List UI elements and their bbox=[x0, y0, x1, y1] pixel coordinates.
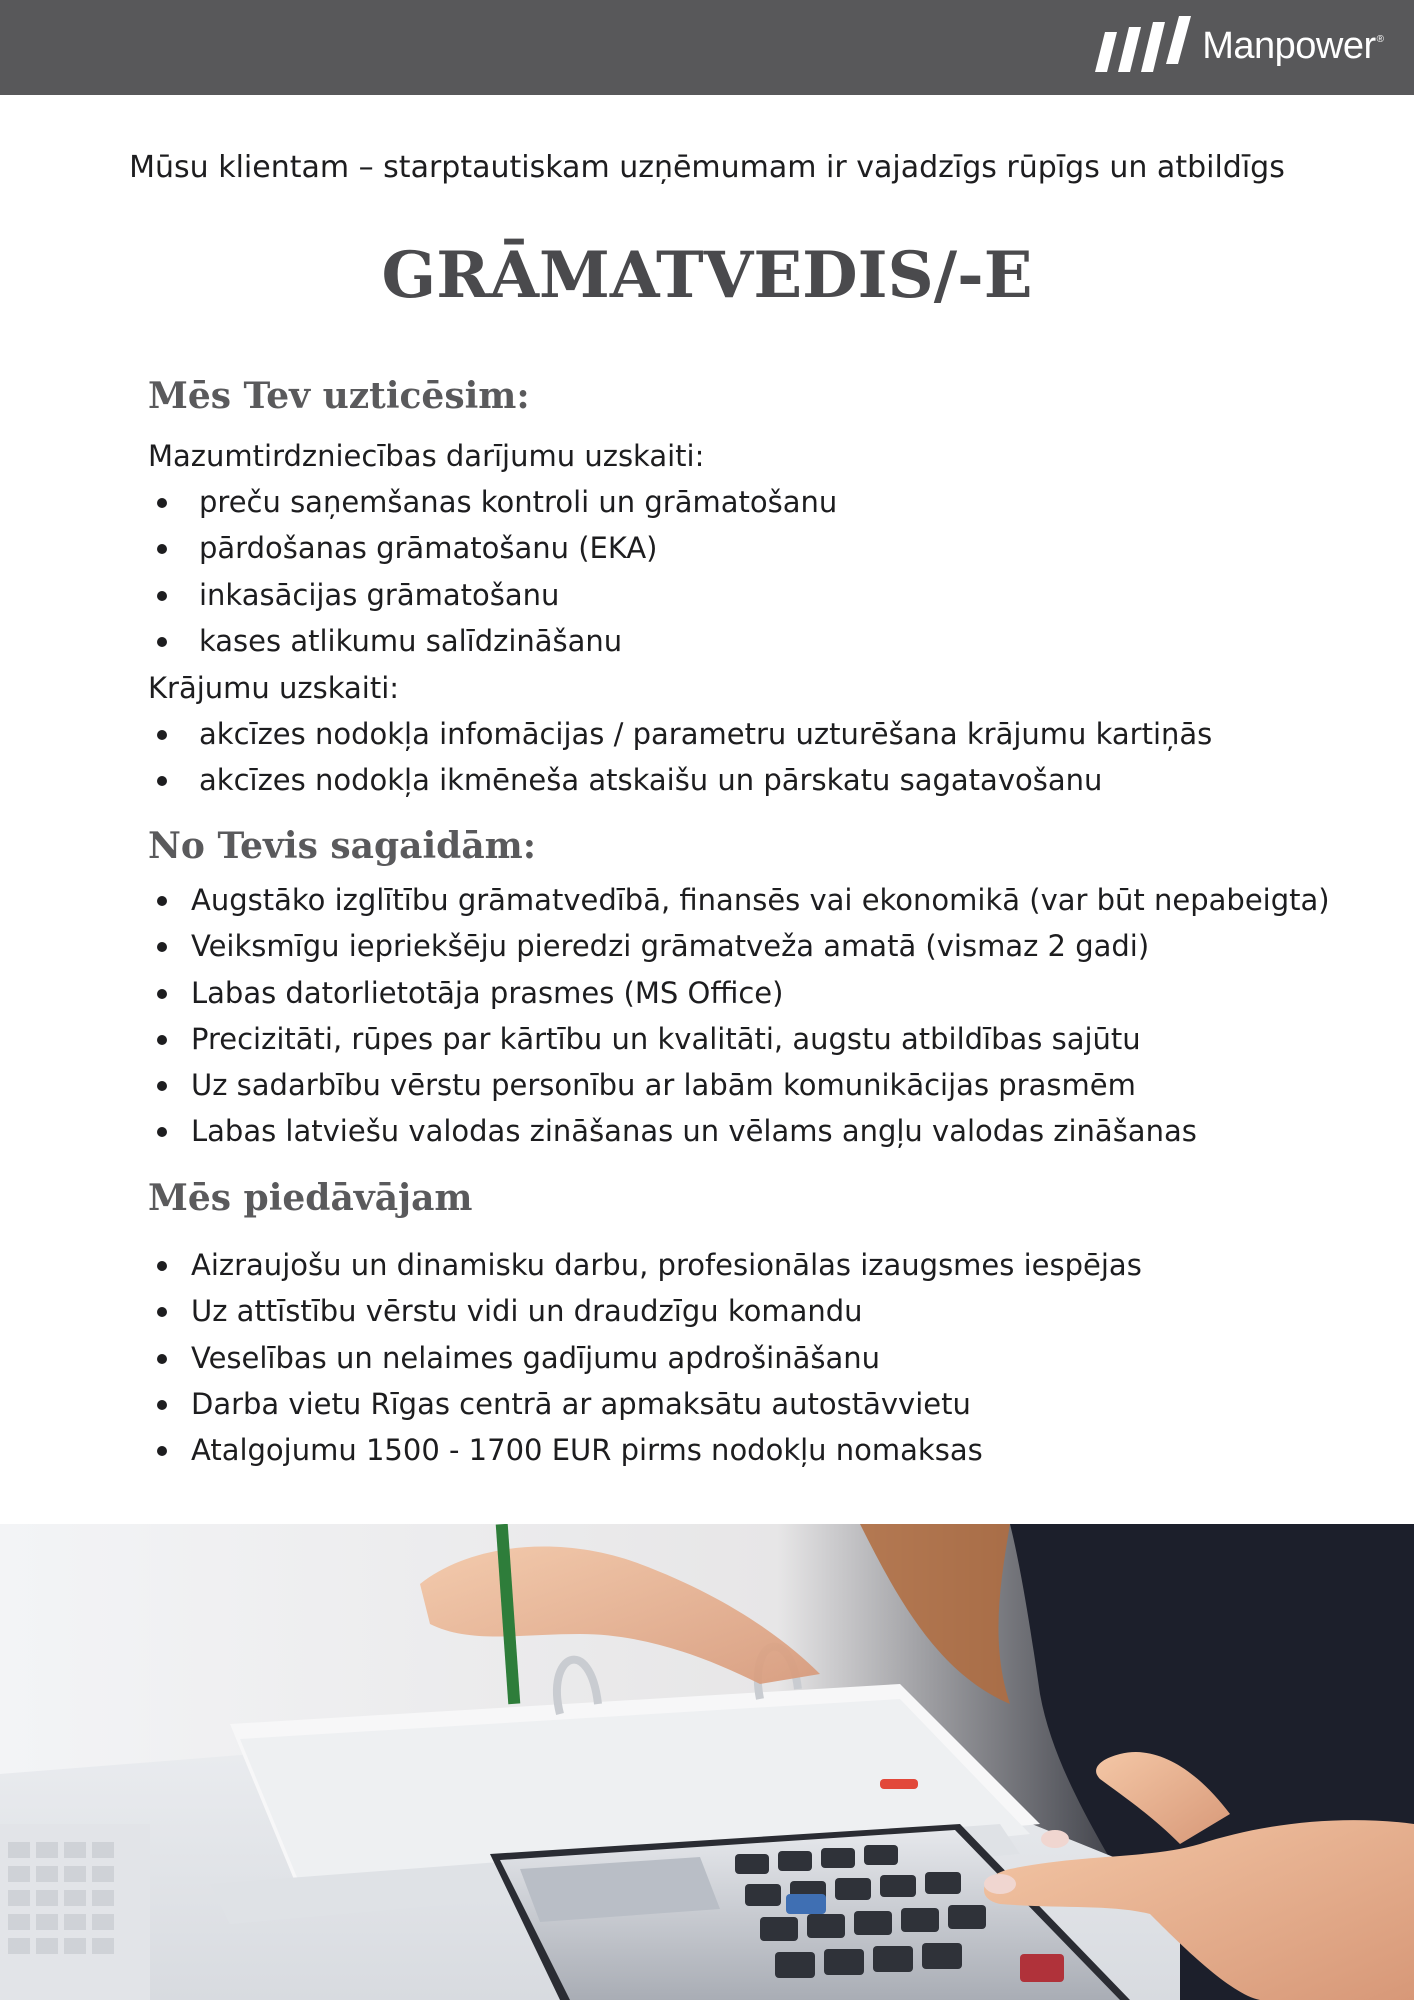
expect-heading: No Tevis sagaidām: bbox=[148, 825, 537, 867]
offer-heading: Mēs piedāvājam bbox=[148, 1177, 473, 1219]
list-item: pārdošanas grāmatošanu (EKA) bbox=[148, 525, 837, 571]
registered-mark: ® bbox=[1376, 34, 1384, 45]
list-item: Darba vietu Rīgas centrā ar apmaksātu autostāvvietu bbox=[148, 1381, 1142, 1427]
manpower-logo-mark-icon bbox=[1092, 14, 1194, 76]
accounting-photo bbox=[0, 1524, 1414, 2000]
list-item: Uz attīstību vērstu vidi un draudzīgu komandu bbox=[148, 1288, 1142, 1334]
duties-heading: Mēs Tev uzticēsim: bbox=[148, 375, 530, 417]
list-item: Augstāko izglītību grāmatvedībā, finansēs vai ekonomikā (var būt nepabeigta) bbox=[148, 877, 1330, 923]
intro-text: Mūsu klientam – starptautiskam uzņēmumam ir vajadzīgs rūpīgs un atbildīgs bbox=[129, 150, 1285, 185]
calculator-hands-illustration bbox=[0, 1524, 1414, 2000]
expect-list bbox=[148, 877, 1330, 1155]
brand-name: Manpower bbox=[1202, 24, 1376, 67]
duties-group2-label: Krājumu uzskaiti: bbox=[148, 671, 400, 705]
list-item: kases atlikumu salīdzināšanu bbox=[148, 618, 837, 664]
list-item: akcīzes nodokļa infomācijas / parametru uzturēšana krājumu kartiņās bbox=[148, 711, 1212, 757]
job-title: GRĀMATVEDIS/-E bbox=[381, 238, 1033, 313]
list-item: Precizitāti, rūpes par kārtību un kvalitāti, augstu atbildības sajūtu bbox=[148, 1016, 1330, 1062]
list-item: Atalgojumu 1500 - 1700 EUR pirms nodokļu nomaksas bbox=[148, 1427, 1142, 1473]
list-item: Labas latviešu valodas zināšanas un vēlams angļu valodas zināšanas bbox=[148, 1108, 1330, 1154]
list-item: preču saņemšanas kontroli un grāmatošanu bbox=[148, 479, 837, 525]
duties-group1-list bbox=[148, 479, 837, 664]
header-bar bbox=[0, 0, 1414, 95]
manpower-logo bbox=[1092, 14, 1384, 76]
list-item: inkasācijas grāmatošanu bbox=[148, 572, 837, 618]
duties-group1-label: Mazumtirdzniecības darījumu uzskaiti: bbox=[148, 439, 705, 473]
offer-list bbox=[148, 1242, 1142, 1473]
list-item: Aizraujošu un dinamisku darbu, profesionālas izaugsmes iespējas bbox=[148, 1242, 1142, 1288]
list-item: Veiksmīgu iepriekšēju pieredzi grāmatveža amatā (vismaz 2 gadi) bbox=[148, 923, 1330, 969]
list-item: Veselības un nelaimes gadījumu apdrošināšanu bbox=[148, 1335, 1142, 1381]
list-item: Labas datorlietotāja prasmes (MS Office) bbox=[148, 970, 1330, 1016]
duties-group2-list bbox=[148, 711, 1212, 804]
list-item: akcīzes nodokļa ikmēneša atskaišu un pārskatu sagatavošanu bbox=[148, 757, 1212, 803]
list-item: Uz sadarbību vērstu personību ar labām komunikācijas prasmēm bbox=[148, 1062, 1330, 1108]
